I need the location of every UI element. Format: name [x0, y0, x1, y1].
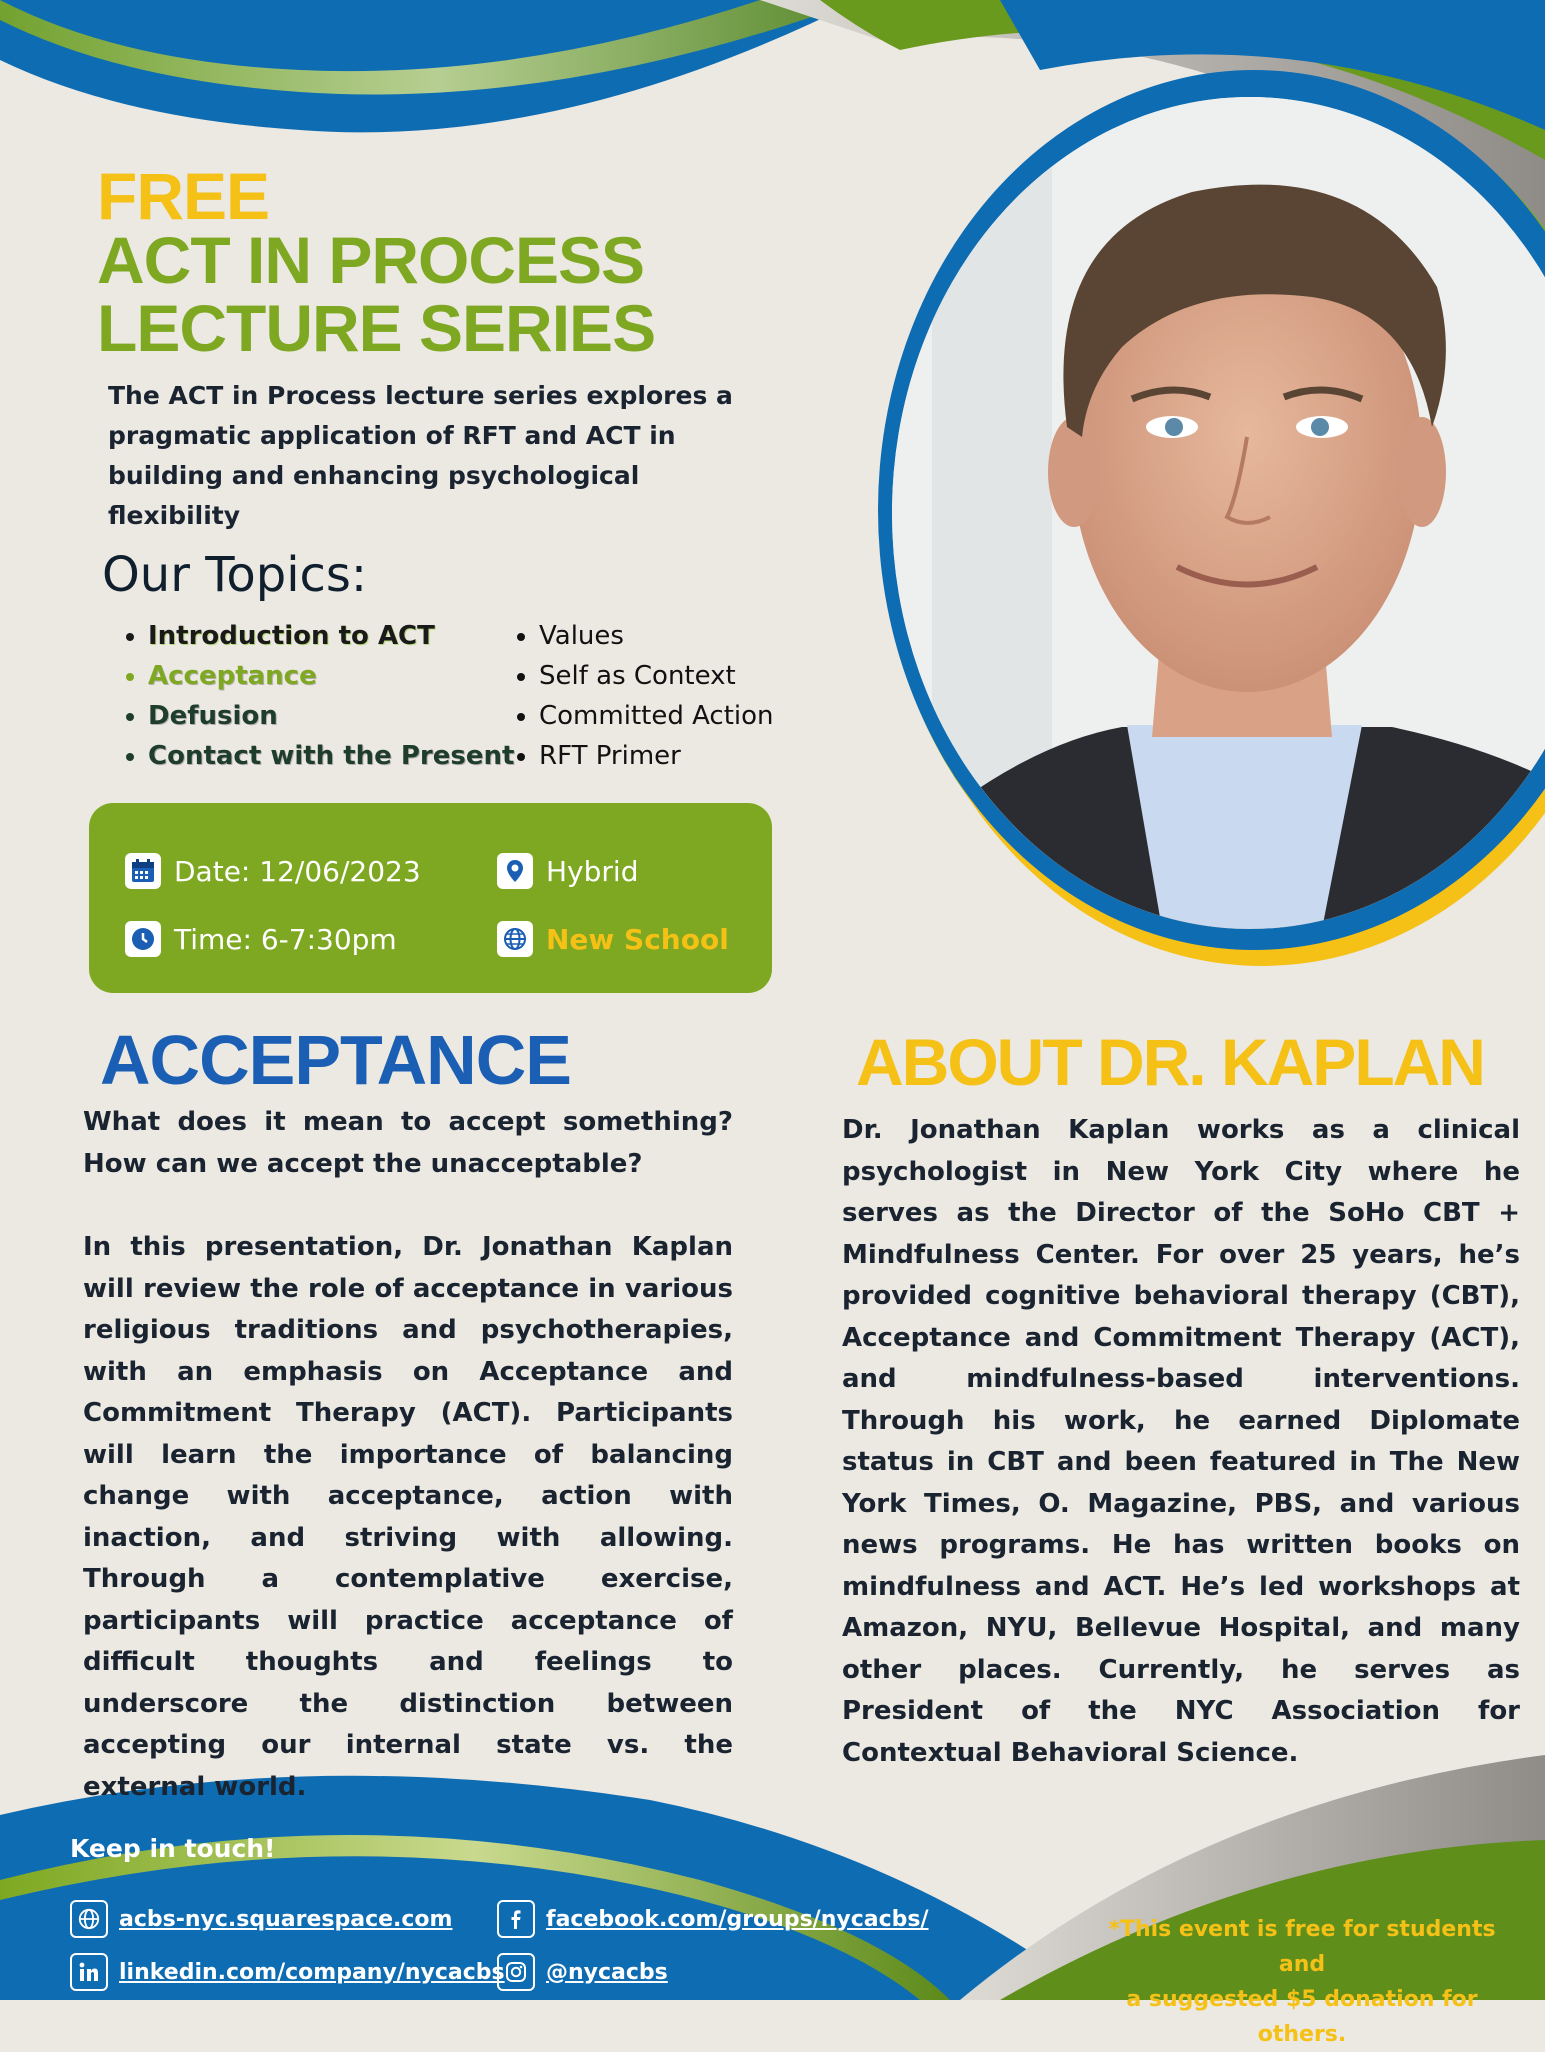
event-time-text: Time: 6-7:30pm — [174, 922, 397, 956]
topics-list-right — [503, 616, 774, 776]
keep-in-touch-heading: Keep in touch! — [70, 1834, 276, 1863]
clock-icon — [125, 921, 161, 957]
instagram-icon — [497, 1953, 535, 1991]
facebook-icon — [497, 1900, 535, 1938]
calendar-icon — [125, 853, 161, 889]
event-format — [497, 853, 638, 889]
event-format-text: Hybrid — [546, 854, 639, 888]
facebook-link-text: facebook.com/groups/nycacbs/ — [546, 1906, 929, 1932]
topic-item: • Self as Context — [539, 656, 774, 696]
about-heading: ABOUT DR. KAPLAN — [856, 1025, 1484, 1099]
event-location-text: New School — [546, 922, 729, 956]
free-label: FREE — [97, 159, 270, 233]
event-location — [497, 921, 729, 957]
series-title-line1: ACT IN PROCESS — [97, 223, 645, 297]
donation-note-line1: *This event is free for students and — [1108, 1917, 1496, 1977]
event-date — [125, 853, 421, 889]
globe-icon — [70, 1900, 108, 1938]
topics-heading: Our Topics: — [102, 547, 368, 603]
topic-item: • Acceptance — [148, 656, 514, 696]
series-title-line2: LECTURE SERIES — [97, 291, 656, 365]
topic-item: • Committed Action — [539, 696, 774, 736]
topics-list-left — [112, 616, 514, 776]
topic-item: • Defusion — [148, 696, 514, 736]
series-title — [97, 223, 656, 365]
linkedin-link[interactable] — [70, 1953, 505, 1991]
instagram-link[interactable] — [497, 1953, 668, 1991]
donation-note — [1086, 1912, 1518, 2052]
linkedin-link-text: linkedin.com/company/nycacbs — [119, 1959, 505, 1985]
about-body: Dr. Jonathan Kaplan works as a clinical psychologist in New York City where he serves as the Director of the SoHo CBT + Mindfulness Center. For over 25 years, he’s provided cognitive behavioral therapy (CBT), Acceptance and Commitment Therapy (ACT), and mindfulness-based interventions. Through his work, he earned Diplomate status in CBT and been featured in The New York Times, O. Magazine, PBS, and various news programs. He has written books on mindfulness and ACT. He’s led workshops at Amazon, NYU, Bellevue Hospital, and many other places. Currently, he serves as President of the NYC Association for Contextual Behavioral Science. — [842, 1115, 1520, 1768]
acceptance-question: What does it mean to accept something? How can we accept the unacceptable? — [83, 1107, 733, 1179]
location-pin-icon — [497, 853, 533, 889]
facebook-link[interactable] — [497, 1900, 929, 1938]
acceptance-body: In this presentation, Dr. Jonathan Kaplan will review the role of acceptance in various religious traditions and psychotherapies, with an emphasis on Acceptance and Commitment Therapy (ACT). Participants will learn the importance of balancing change with acceptance, action with inaction, and striving with allowing. Through a contemplative exercise, participants will practice acceptance of difficult thoughts and feelings to underscore the distinction between accepting our internal state vs. the external world. — [83, 1232, 733, 1802]
acceptance-heading: ACCEPTANCE — [100, 1021, 571, 1099]
globe-icon — [497, 921, 533, 957]
event-info-box — [89, 803, 772, 993]
website-link[interactable] — [70, 1900, 452, 1938]
linkedin-icon — [70, 1953, 108, 1991]
topic-item: • Contact with the Present — [148, 736, 514, 776]
topic-item: • Values — [539, 616, 774, 656]
event-time — [125, 921, 397, 957]
website-link-text: acbs-nyc.squarespace.com — [119, 1906, 453, 1932]
series-intro: The ACT in Process lecture series explores a pragmatic application of RFT and ACT in building and enhancing psychological flexibility — [108, 381, 733, 530]
event-date-text: Date: 12/06/2023 — [174, 854, 421, 888]
topic-item: • Introduction to ACT — [148, 616, 514, 656]
instagram-link-text: @nycacbs — [546, 1959, 668, 1985]
donation-note-line2: a suggested $5 donation for others. — [1126, 1987, 1478, 2047]
topic-item: • RFT Primer — [539, 736, 774, 776]
